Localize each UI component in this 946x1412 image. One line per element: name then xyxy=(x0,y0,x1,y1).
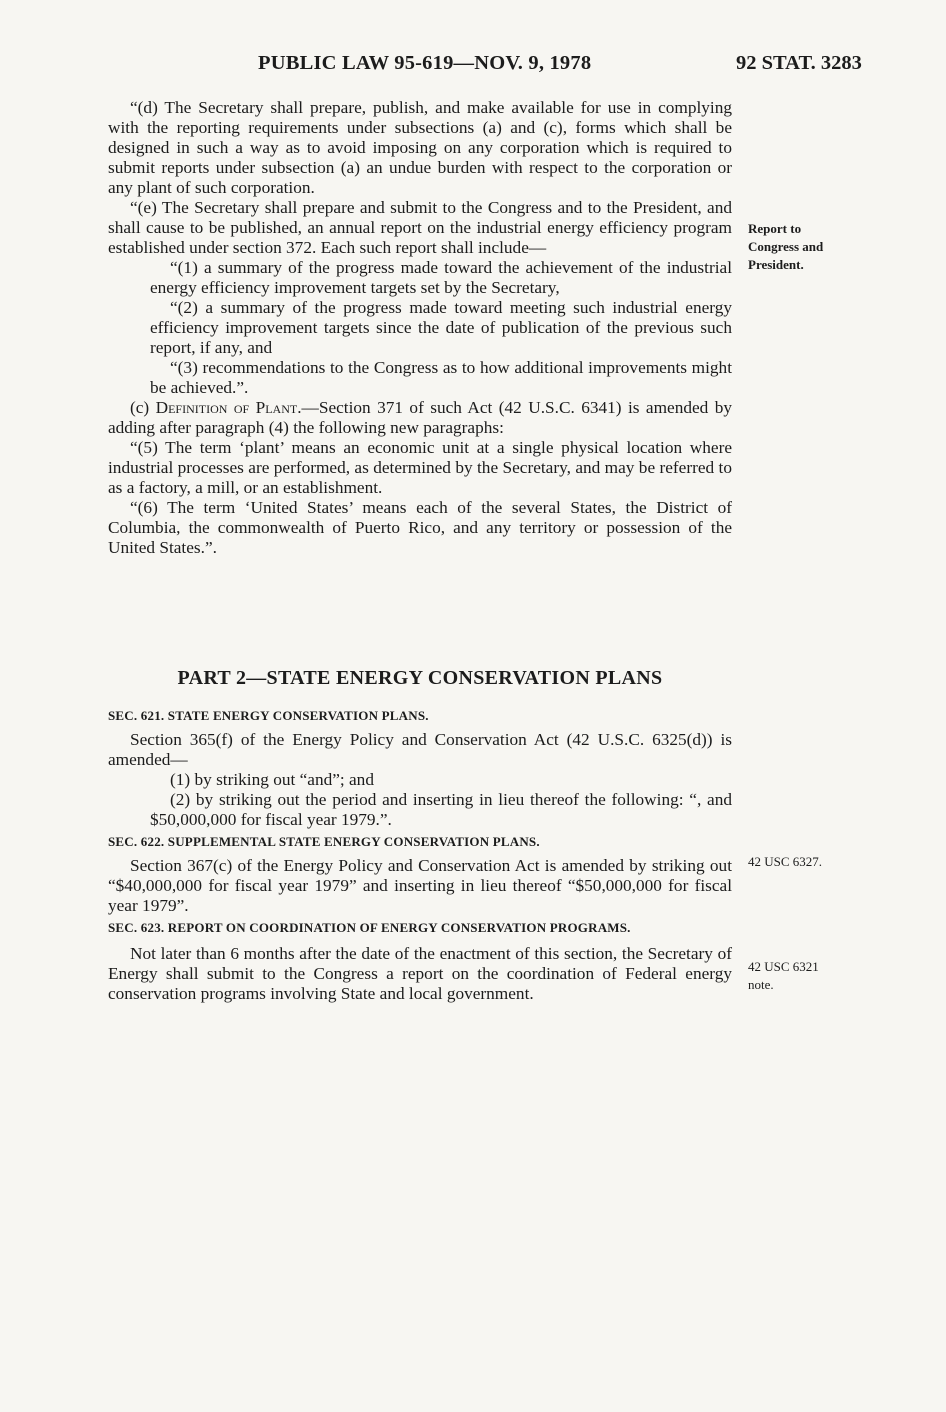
margin-note-report-line-1: Report to xyxy=(748,221,802,236)
paragraph-d: “(d) The Secretary shall prepare, publish, and make available for use in complying with the reporting requirements under subsections (a) and (c), forms which shall be designed in such a way as to avoid imposing on any corporation which is required to submit reports under subsection (a) an undue burden with respect to the corporation or any plant of such corporation. xyxy=(108,98,732,197)
paragraph-e1: “(1) a summary of the progress made toward the achievement of the industrial energy efficiency improvement targets set by the Secretary, xyxy=(150,258,732,297)
paragraph-c5: “(5) The term ‘plant’ means an economic unit at a single physical location where industrial processes are performed, as determined by the Secretary, and may be referred to as a factory, a mill, or an establishment. xyxy=(108,438,732,497)
paragraph-e2: “(2) a summary of the progress made toward meeting such industrial energy efficiency improvement targets since the date of publication of the previous such report, if any, and xyxy=(150,298,732,357)
sec-623-text: Not later than 6 months after the date of the enactment of this section, the Secretary of Energy shall submit to the Congress a report on the coordination of Federal energy conservation programs involving State and local government. xyxy=(108,944,732,1003)
sec-621-block xyxy=(108,706,732,830)
margin-note-report-line-3: President. xyxy=(748,257,804,272)
margin-note-usc-6327: 42 USC 6327. xyxy=(748,854,823,869)
paragraph-c-label: (c) xyxy=(130,398,150,417)
part-heading-block xyxy=(100,668,740,688)
sec-621-item-1: (1) by striking out “and”; and xyxy=(170,770,374,789)
sec-621-heading: SEC. 621. STATE ENERGY CONSERVATION PLANS. xyxy=(108,708,429,723)
paragraph-c6: “(6) The term ‘United States’ means each of the several States, the District of Columbia, the commonwealth of Puerto Rico, and any territory or possession of the United States.”. xyxy=(108,498,732,557)
sec-621-text: Section 365(f) of the Energy Policy and Conservation Act (42 U.S.C. 6325(d)) is amended— xyxy=(108,730,732,769)
sec-623-block xyxy=(108,918,732,1004)
margin-note-usc-6321-line-2: note. xyxy=(748,977,774,992)
paragraph-c-text: —Section 371 of such Act (42 U.S.C. 6341) is amended by adding after paragraph (4) the following new paragraphs: xyxy=(108,398,732,437)
margin-note-usc-6321-line-1: 42 USC 6321 xyxy=(748,959,819,974)
text-block-top xyxy=(108,98,732,558)
sec-622-text: Section 367(c) of the Energy Policy and Conservation Act is amended by striking out “$40,000,000 for fiscal year 1979” and inserting in lieu thereof “$50,000,000 for fiscal year 1979”. xyxy=(108,856,732,915)
margin-note-report xyxy=(748,220,868,274)
margin-note-usc-6321 xyxy=(748,958,868,994)
paragraph-e: “(e) The Secretary shall prepare and submit to the Congress and to the President, and shall cause to be published, an annual report on the industrial energy efficiency program established under section 372. Each such report shall include— xyxy=(108,198,732,257)
paragraph-c xyxy=(108,398,732,438)
sec-621-item-2: (2) by striking out the period and inserting in lieu thereof the following: “, and $50,000,000 for fiscal year 1979.”. xyxy=(150,790,732,829)
sec-622-block xyxy=(108,832,732,916)
paragraph-c-heading: Definition of Plant. xyxy=(155,398,302,417)
page-header-stat: 92 STAT. 3283 xyxy=(736,52,862,74)
sec-623-heading: SEC. 623. REPORT ON COORDINATION OF ENERGY CONSERVATION PROGRAMS. xyxy=(108,920,631,935)
sec-622-heading: SEC. 622. SUPPLEMENTAL STATE ENERGY CONSERVATION PLANS. xyxy=(108,834,540,849)
page-header-title: PUBLIC LAW 95-619—NOV. 9, 1978 xyxy=(258,52,592,74)
paragraph-e3: “(3) recommendations to the Congress as to how additional improvements might be achieved.”. xyxy=(150,358,732,397)
part-heading: PART 2—STATE ENERGY CONSERVATION PLANS xyxy=(177,667,663,689)
margin-note-report-line-2: Congress and xyxy=(748,239,824,254)
